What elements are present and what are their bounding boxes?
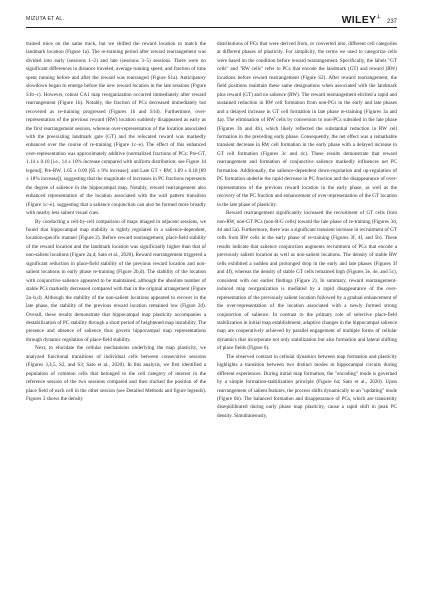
header-rule: [26, 27, 397, 28]
right-column: [217, 40, 397, 588]
page-header: [26, 14, 397, 28]
wiley-logo-text: WILEY: [341, 14, 377, 26]
paragraph: Reward rearrangement significantly increased the recruitment of GT cells from non-RW, non-GT PCs (non-R/G cells) toward the late phase of re-training (Figures 3d, 4d and 5a). Furthermore, there was a significant transient increase in recruitment of GT cells from RW cells in the early phase of re-training (Figures 3f, 4f, and 5b). These results indicate that salience conjunction augments recruitment of PCs that encode a previously salient location as well as non-salient locations. The density of stable RW cells exhibited a sudden and prolonged drop in the early and late phases (Figures 3f and 4f), whereas the density of stable GT cells remained high (Figures 3e, 4e, and 5c), consistent with our earlier findings (Figure 2). In summary, reward rearrangement-induced map reorganization is mediated by a rapid disappearance of the over-representation of the previously salient location followed by a gradual enhancement of the over-representation of the location associated with a newly formed strong conjunction of salience. In contrast to the primary role of selective place-field stabilization in initial map establishment, adaptive changes in the hippocampal salience map are cooperatively achieved by parallel engagement of multiple forms of cellular dynamics that incorporate not only stabilization but also formation and lateral shifting of place fields (Figure 6).: [217, 210, 397, 352]
paragraph: trained mice on the same track, but we shifted the reward location to match the landmark location (Figure 1a). The re-training period after reward rearrangement was divided into early (sessions 1–2) and late (sessions 3–5) sessions. There were no significant differences in distance traveled, average running speed, and fraction of time spent running before and after the reward was rearranged (Figure S1a). Anticipatory slowdown began to emerge before the new reward location in the late sessions (Figure S1b–c). However, robust CA1 map reorganization occurred immediately after reward rearrangement (Figure 1b). Notably, the fraction of PCs decreased immediately but recovered as re-training progressed (Figures 1b and S1d). Furthermore, over-representation of the previous reward (RW) location suddenly disappeared as early as the first rearrangement session, whereas over-representation of the location associated with the preexisting landmark gate (GT) and the relocated reward was markedly enhanced over the course of re-training (Figure 1c–e). The effect of this enhanced over-representation was approximately additive (normalized fractions of PCs: Pre-GT, 1.14 ± 0.10 [i.e., 14 ± 10% increase compared with uniform distribution; see Figure 1d legend]; Pre-RW, 1.65 ± 0.09 [65 ± 9% increase]; and Late GT + RW, 1.89 ± 0.18 [89 ± 18% increase]), suggesting that the magnitude of increases in PC fractions represents the degree of salience in the hippocampal map. Notably, reward rearrangement also enhanced representation of the location associated with the wall pattern transition (Figure 1c–e), suggesting that a salience conjunction can also be formed more broadly with nearby less salient visual cues.: [26, 41, 206, 217]
paragraph: The observed contrast in cellular dynamics between map formation and plasticity highlights a transition between two distinct modes in hippocampal circuits during different experiences. During initial map formation, the "encoding" mode is governed by a simple formation-stabilization principle (Figure 6a; Sato et al., 2020). Upon rearrangement of salient features, the process shifts dynamically to an "updating" mode (Figure 6b). The balanced formation and disappearance of PCs, which are transiently disequilibrated during early phase map plasticity, cause a rapid shift in peak PC density. Simultaneously,: [217, 353, 397, 419]
paragraph: Next, to elucidate the cellular mechanisms underlying the map plasticity, we analyzed functional transitions of individual cells between consecutive sessions (Figures 3,4,5, S2, and S3; Sato et al., 2020). In this analysis, we first identified a population of common cells that belonged to the cell category of interest in the reference session of the two sessions compared and then tracked the position of the place field of each cell in the other session (see Detailed Methods and figure legends). Figures 3 shows the density: [26, 345, 206, 403]
page-number: 237: [386, 19, 397, 25]
paragraph: By conducting a cell-by-cell comparison of maps imaged in adjacent sessions, we found that hippocampal map stability is tightly regulated in a salience-dependent, location-specific manner (Figure 2). Before reward rearrangement, place-field stability of the reward location and the landmark location was significantly higher than that of non-salient locations (Figure 2a,d; Sato et al., 2020). Reward rearrangement triggered a significant reduction in place-field stability of the previous reward location and non-salient locations in early phase re-training (Figure 2b,d). The stability of the location with conjunctive salience appeared to be maintained, although the absolute number of stable PCs markedly decreased compared with that in the original arrangement (Figure 2a–b,d). Although the stability of the non-salient locations appeared to recover in the late phase, the stability of the previous reward location remained low (Figure 2d). Overall, these results demonstrate that hippocampal map plasticity accompanies a destabilization of PC stability through a short period of heightened map instability. The presence and absence of salience thus govern hippocampal map representations through dynamic regulation of place-field stability.: [26, 218, 206, 343]
running-head: MIZUTA ET AL.: [26, 16, 65, 22]
wiley-logo-mark: ⊥: [376, 14, 381, 20]
paragraph: distributions of PCs that were derived from, or converted into, different cell categories at different phases of plasticity. For simplicity, the terms we used to categorize cells were based on the condition before reward rearrangement. Specifically, the labels "GT cells" and "RW cells" refer to PCs that encode the landmark (GT) and reward (RW) locations before reward rearrangement (Figure S2). After reward rearrangement, the field positions maintain these same designations when associated with the landmark plus reward (GT) and no salience (RW). The reward rearrangement elicited a rapid and sustained reduction in RW cell formation from non-PCs in the early and late phases and a delayed increase in GT cell formation in late phase re-training (Figures 3a and 4a). The elimination of RW cells by conversion to non-PCs subsided in the late phase (Figures 3b and 4b), which likely reflected the substantial reduction in RW cell formation in the preceding early phase. Consequently, the net effect was a remarkable transient decrease in RW cell formation in the early phase with a delayed increase in GT cell formation (Figures 3c and 4c). These results demonstrate that reward rearrangement and formation of conjunctive salience markedly influences net PC formation. Additionally, the salience-dependent down-regulation and up-regulation of PC formation underlie the rapid decrease in PC fraction and the disappearance of over-representation of the previous reward location in the early phase, as well as the recovery of the PC fraction and enhancement of over-representation of the GT location in the late phase of plasticity.: [217, 41, 397, 208]
body-columns: [26, 40, 397, 588]
header-right: [342, 14, 397, 26]
wiley-logo: [342, 14, 381, 26]
left-column: [26, 40, 206, 588]
